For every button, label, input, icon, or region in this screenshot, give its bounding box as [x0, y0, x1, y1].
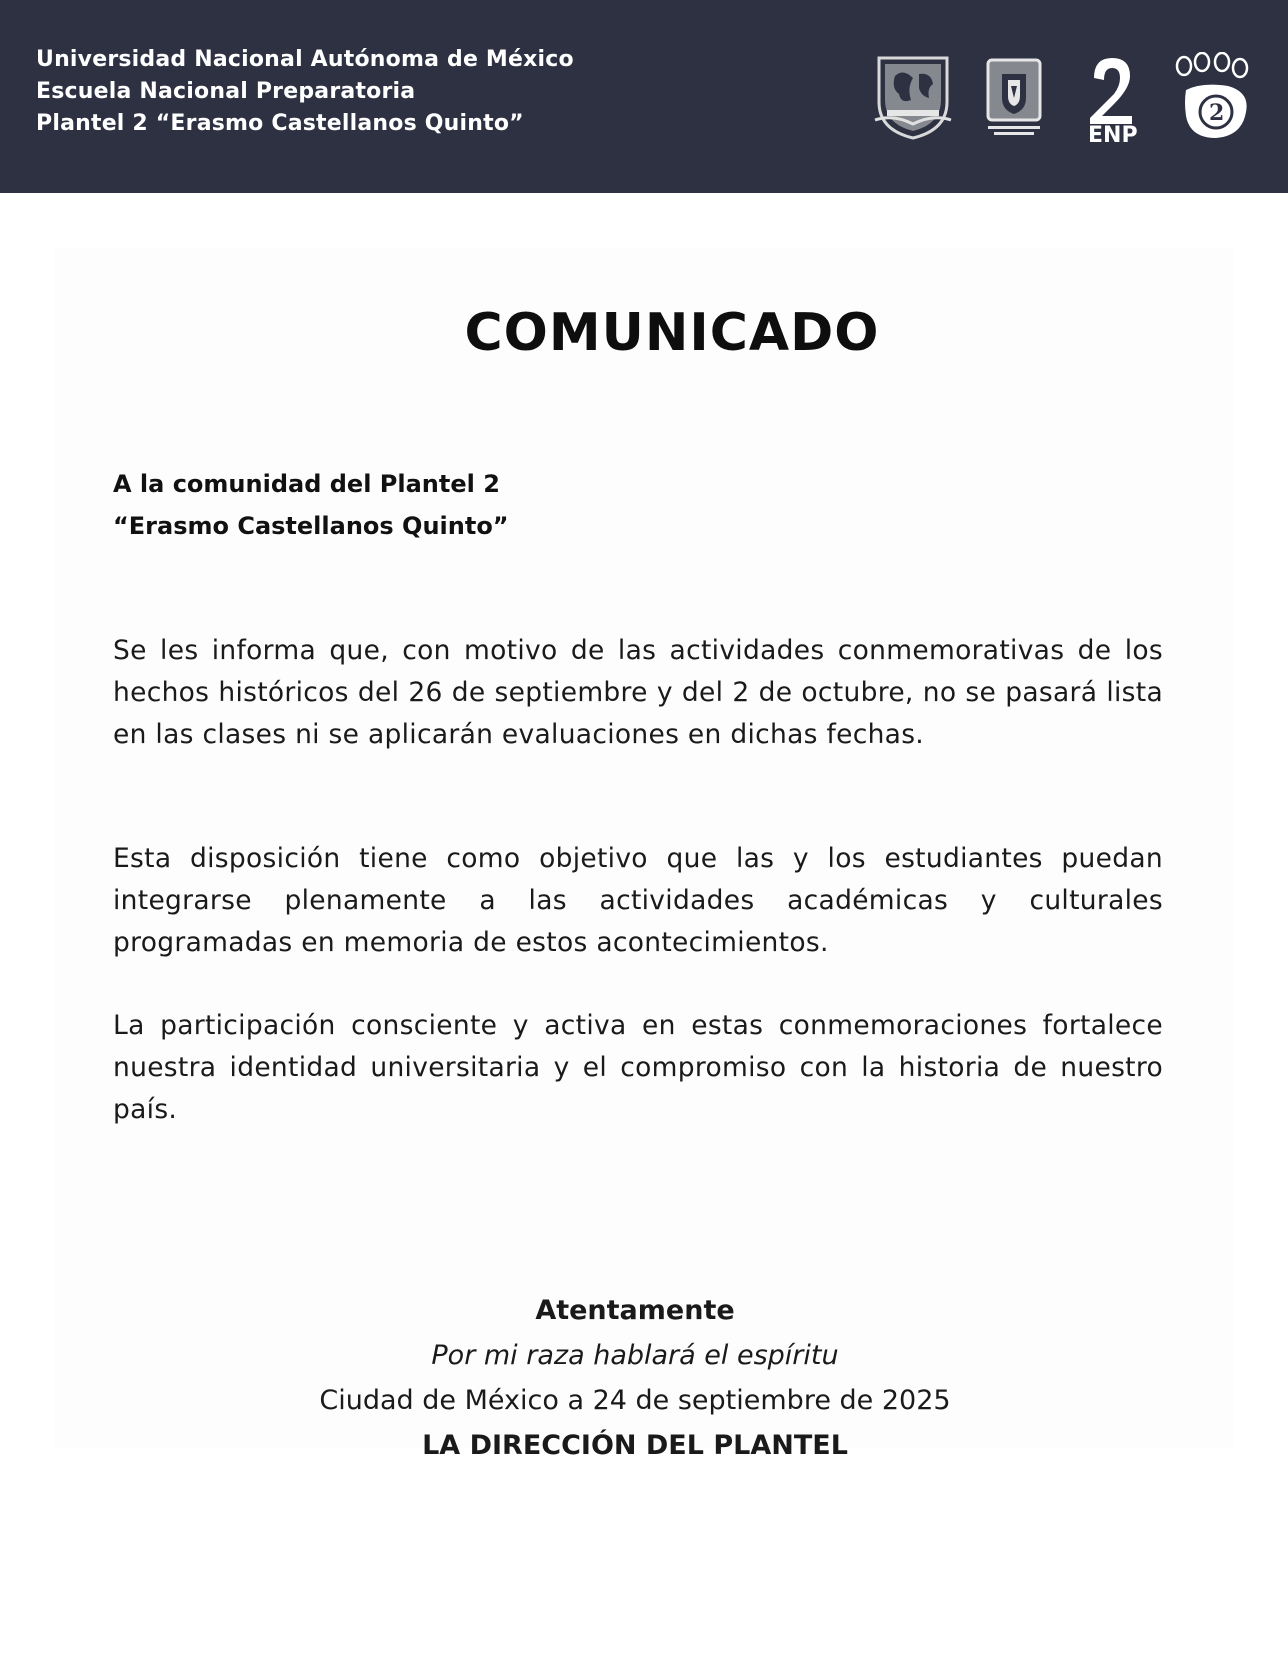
institution-name [36, 44, 574, 140]
svg-text:2: 2 [1209, 100, 1225, 126]
greeting-line-1: A la comunidad del Plantel 2 [113, 470, 500, 498]
document-title: COMUNICADO [464, 303, 880, 363]
paragraph-2: Esta disposición tiene como objetivo que las y los estudiantes puedan integrarse plenamente a las actividades académicas y culturales programadas en memoria de estos acontecimientos. [113, 843, 1163, 958]
paragraph-1: Se les informa que, con motivo de las actividades conmemorativas de los hechos históricos del 26 de septiembre y del 2 de octubre, no se pasará lista en las clases ni se aplicarán evaluaciones en dichas fechas. [113, 635, 1163, 750]
paragraph-3: La participación consciente y activa en estas conmemoraciones fortalece nuestra identidad universitaria y el compromiso con la historia de nuestro país. [113, 1010, 1163, 1125]
enp-shield-logo [982, 54, 1046, 140]
school-name: Escuela Nacional Preparatoria [36, 79, 416, 104]
greeting-line-2: “Erasmo Castellanos Quinto” [113, 512, 509, 540]
university-name: Universidad Nacional Autónoma de México [36, 47, 574, 72]
paw-prints-2-logo [1172, 52, 1256, 144]
logo-group [870, 48, 1260, 148]
sign-off: Atentamente [535, 1295, 735, 1326]
unam-shield-logo [873, 54, 953, 140]
place-date: Ciudad de México a 24 de septiembre de 2025 [319, 1385, 951, 1416]
signature: LA DIRECCIÓN DEL PLANTEL [422, 1430, 848, 1461]
plantel-2-enp-logo [1080, 52, 1142, 144]
greeting [113, 463, 509, 547]
campus-name: Plantel 2 “Erasmo Castellanos Quinto” [36, 111, 524, 136]
motto: Por mi raza hablará el espíritu [431, 1340, 839, 1371]
header-banner [0, 0, 1288, 193]
svg-text:ENP: ENP [1088, 123, 1138, 144]
